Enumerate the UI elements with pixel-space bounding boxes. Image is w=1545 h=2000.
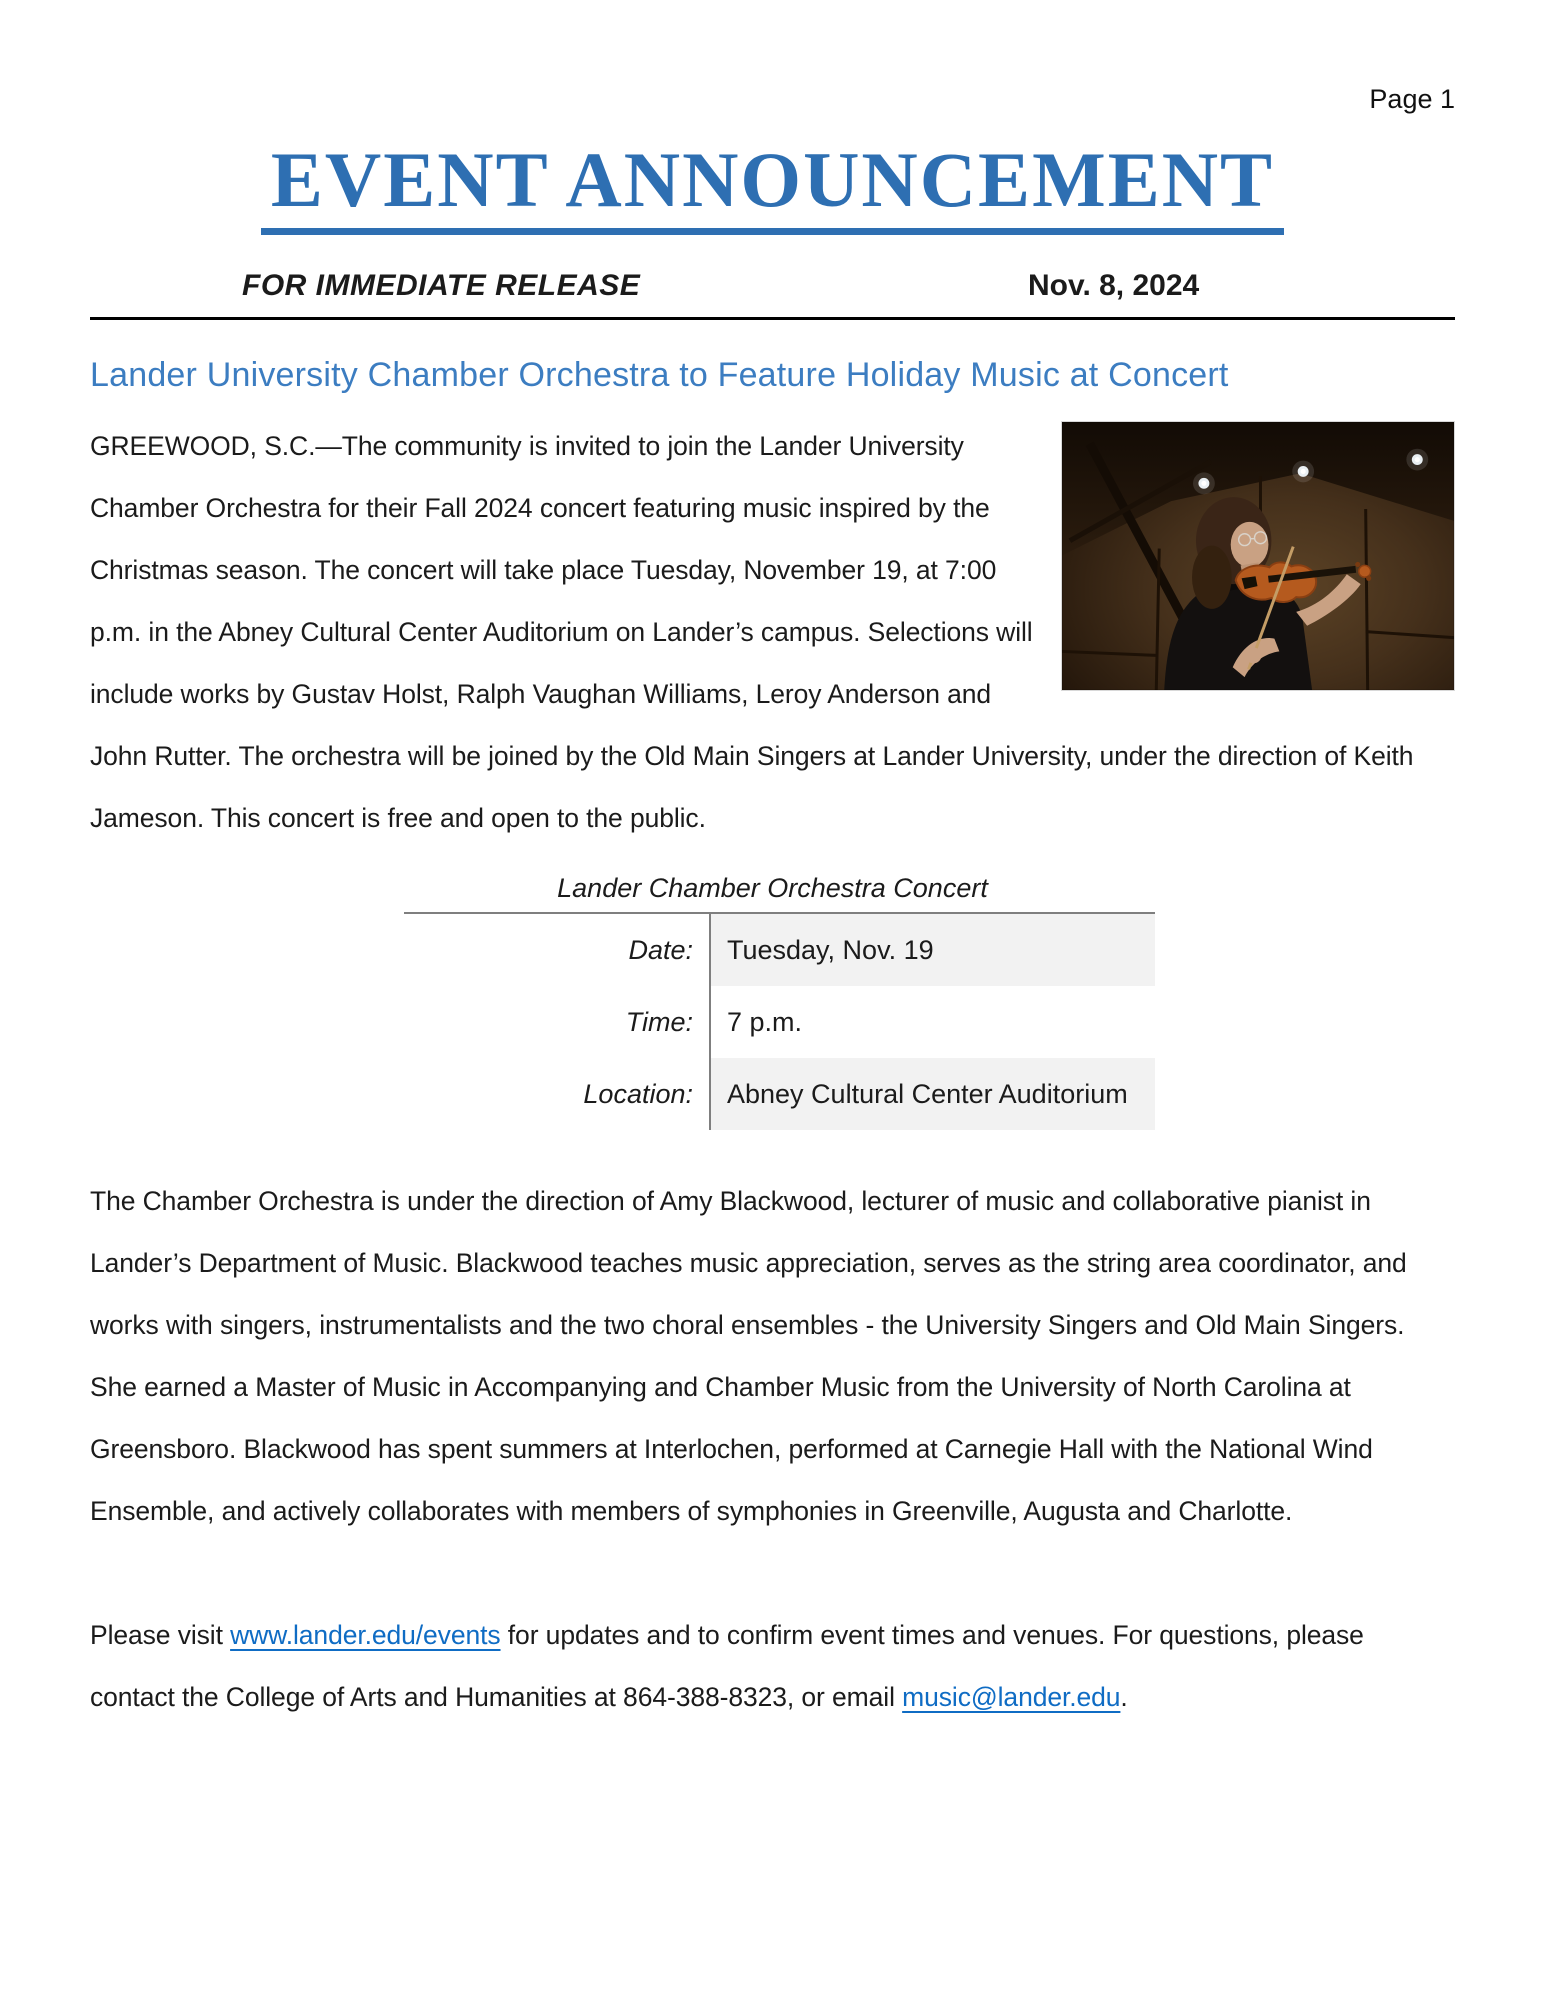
- table-row: [404, 1058, 1155, 1130]
- bio-paragraph: The Chamber Orchestra is under the direction of Amy Blackwood, lecturer of music and collaborative pianist in Lander’s Department of Music. Blackwood teaches music appreciation, serves as the string area coordinator, and works with singers, instrumentalists and the two choral ensembles - the University Singers and Old Main Singers. She earned a Master of Music in Accompanying and Chamber Music from the University of North Carolina at Greensboro. Blackwood has spent summers at Interlochen, performed at Carnegie Hall with the National Wind Ensemble, and actively collaborates with members of symphonies in Greenville, Augusta and Charlotte.: [90, 1186, 1407, 1526]
- event-date-label: Date:: [404, 913, 710, 986]
- email-link[interactable]: music@lander.edu: [902, 1682, 1121, 1712]
- event-time-label: Time:: [404, 986, 710, 1058]
- event-date-value: Tuesday, Nov. 19: [710, 913, 1155, 986]
- event-time-value: 7 p.m.: [710, 986, 1155, 1058]
- title-wrap: [90, 136, 1455, 235]
- event-table-caption: Lander Chamber Orchestra Concert: [557, 873, 988, 903]
- table-row: [404, 913, 1155, 986]
- violinist-photo-graphic: [1062, 422, 1454, 690]
- contact-paragraph: [90, 1604, 1455, 1728]
- violinist-photo: [1061, 421, 1455, 691]
- contact-text-part2: for updates and to confirm event times and venues. For questions, please contact the College of Arts and Humanities at 864-388-8323, or email: [90, 1620, 1364, 1712]
- contact-text-part1: Please visit: [90, 1620, 231, 1650]
- release-date: Nov. 8, 2024: [1028, 269, 1200, 302]
- document-title: EVENT ANNOUNCEMENT: [261, 141, 1284, 235]
- event-location-label: Location:: [404, 1058, 710, 1130]
- release-label: FOR IMMEDIATE RELEASE: [242, 269, 641, 302]
- page-number: Page 1: [1369, 84, 1455, 114]
- event-details-table: [404, 912, 1155, 1130]
- event-location-value: Abney Cultural Center Auditorium: [710, 1058, 1155, 1130]
- lead-paragraph-block: [90, 415, 1455, 849]
- contact-text-part3: .: [1120, 1682, 1128, 1712]
- lead-paragraph-text: GREEWOOD, S.C.—The community is invited to join the Lander University Chamber Orchestra for their Fall 2024 concert featuring music inspired by the Christmas season. The concert will take place Tuesday, November 19, at 7:00 p.m. in the Abney Cultural Center Auditorium on Lander’s campus. Selections will include works by Gustav Holst, Ralph Vaughan Williams, Leroy Anderson and John Rutter. The orchestra will be joined by the Old Main Singers at Lander University, under the direction of Keith Jameson. This concert is free and open to the public.: [90, 431, 1414, 833]
- table-row: [404, 986, 1155, 1058]
- release-row: [90, 269, 1455, 320]
- events-link[interactable]: www.lander.edu/events: [230, 1620, 501, 1650]
- article-headline: Lander University Chamber Orchestra to Feature Holiday Music at Concert: [90, 356, 1229, 394]
